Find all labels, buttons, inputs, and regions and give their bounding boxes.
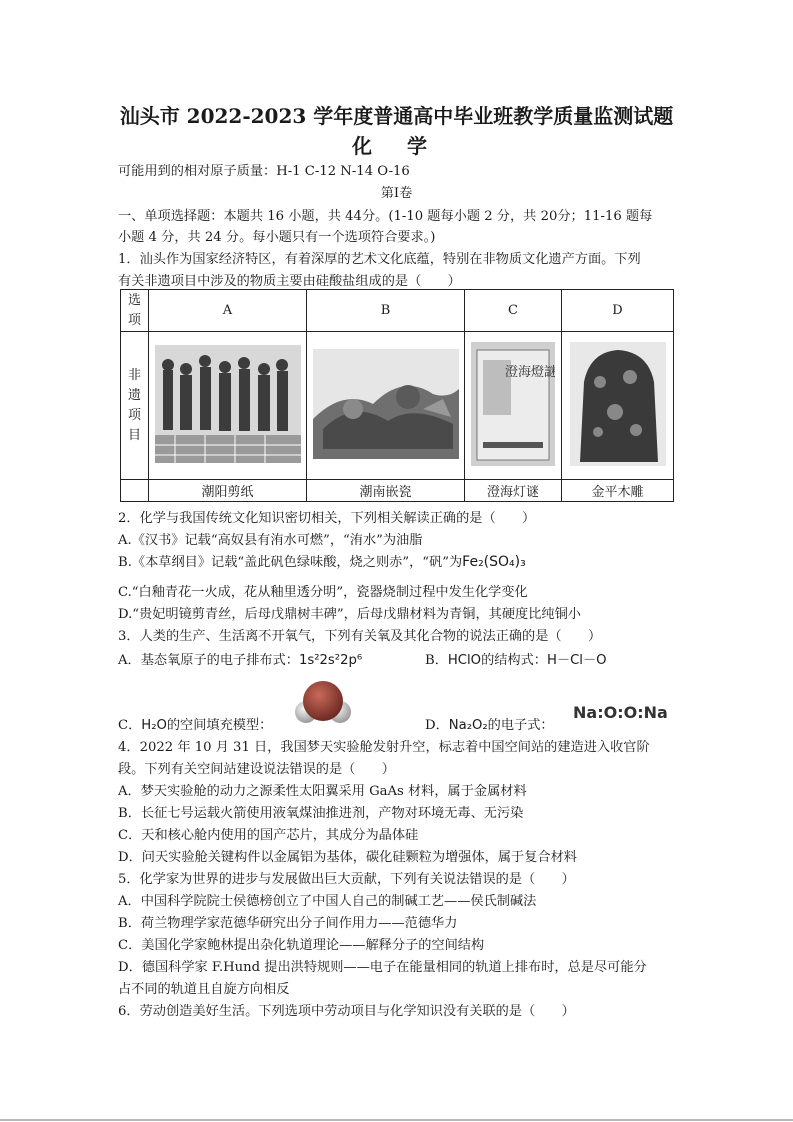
q4-option-d: D．问天实验舱关键构件以金属铝为基体，碳化硅颗粒为增强体，属于复合材料 bbox=[118, 850, 577, 865]
q3-option-a: A．基态氧原子的电子排布式：1s²2s²2p⁶ bbox=[118, 653, 363, 668]
q3-stem: 3．人类的生产、生活离不开氧气，下列有关氧及其化合物的说法正确的是（ ） bbox=[118, 629, 602, 644]
sodium-peroxide-electron-formula: Na:O:O:Na bbox=[573, 703, 668, 722]
page-bottom-rule bbox=[0, 1119, 793, 1121]
section-instruction-1: 一、单项选择题：本题共 16 小题，共 44分。(1-10 题每小题 2 分，共 20分；11-16 题每 bbox=[118, 209, 653, 224]
papercut-image bbox=[149, 332, 307, 480]
row-label-cell: 非遗项目 bbox=[121, 332, 149, 480]
q5-option-a: A．中国科学院院士侯德榜创立了中国人自己的制碱工艺——侯氏制碱法 bbox=[118, 894, 537, 909]
q4-option-c: C．天和核心舱内使用的国产芯片，其成分为晶体硅 bbox=[118, 828, 419, 843]
table-header-cell: 选项 bbox=[121, 290, 149, 332]
q1-stem-2: 有关非遗项目中涉及的物质主要由硅酸盐组成的是（ ） bbox=[118, 274, 461, 289]
q3-b-formula: H－Cl－O bbox=[547, 653, 607, 668]
inlaid-porcelain-image bbox=[307, 332, 465, 480]
q2-option-d: D.“贵妃明镜剪青丝，后母戊鼎树丰碑”，后母戊鼎材料为青铜，其硬度比纯铜小 bbox=[118, 607, 581, 622]
q1-stem-1: 1．汕头作为国家经济特区，有着深厚的艺术文化底蕴，特别在非物质文化遗产方面。下列 bbox=[118, 252, 641, 267]
q5-option-d-2: 占不同的轨道且自旋方向相反 bbox=[118, 982, 290, 997]
q2-stem: 2．化学与我国传统文化知识密切相关，下列相关解读正确的是（ ） bbox=[118, 511, 536, 526]
q5-option-b: B．荷兰物理学家范德华研究出分子间作用力——范德华力 bbox=[118, 916, 458, 931]
option-letter-a: A bbox=[149, 290, 307, 332]
q3-option-c: C．H₂O的空间填充模型： bbox=[118, 718, 273, 733]
book-cover-text: 澄海燈謎 bbox=[504, 364, 555, 380]
q6-stem: 6．劳动创造美好生活。下列选项中劳动项目与化学知识没有关联的是（ ） bbox=[118, 1004, 575, 1019]
wood-carving-image bbox=[562, 332, 674, 480]
option-letter-b: B bbox=[307, 290, 465, 332]
lantern-riddle-book-image bbox=[465, 332, 562, 480]
q2-option-a: A.《汉书》记载“高奴县有洧水可燃”，“洧水”为油脂 bbox=[118, 533, 423, 548]
exam-title: 汕头市 2022-2023 学年度普通高中毕业班教学质量监测试题 bbox=[119, 104, 674, 128]
q4-option-b: B．长征七号运载火箭使用液氧煤油推进剂，产物对环境无毒、无污染 bbox=[118, 806, 524, 821]
option-letter-c: C bbox=[465, 290, 562, 332]
q1-options-table bbox=[120, 289, 674, 502]
water-space-filling-model-image bbox=[293, 680, 353, 726]
section-instruction-2: 小题 4 分，共 24 分。每小题只有一个选项符合要求。) bbox=[118, 230, 436, 245]
option-name-d: 金平木雕 bbox=[562, 480, 674, 502]
q4-stem-1: 4．2022 年 10 月 31 日，我国梦天实验舱发射升空，标志着中国空间站的建造进入收官阶 bbox=[118, 740, 650, 755]
atomic-mass-line: 可能用到的相对原子质量：H-1 C-12 N-14 O-16 bbox=[118, 164, 410, 179]
option-name-a: 潮阳剪纸 bbox=[149, 480, 307, 502]
q3-option-b: B．HClO的结构式：H－Cl－O bbox=[425, 653, 607, 668]
option-name-b: 潮南嵌瓷 bbox=[307, 480, 465, 502]
q2-b-formula: Fe₂(SO₄)₃ bbox=[462, 554, 526, 570]
subject-title: 化 学 bbox=[352, 134, 441, 158]
part-heading: 第Ⅰ卷 bbox=[380, 186, 413, 201]
q5-option-c: C．美国化学家鲍林提出杂化轨道理论——解释分子的空间结构 bbox=[118, 938, 485, 953]
q2-option-b: B.《本草纲目》记载“盖此矾色绿味酸，烧之则赤”，“矾”为Fe₂(SO₄)₃ bbox=[118, 554, 526, 570]
q2-option-c: C.“白釉青花一火成，花从釉里透分明”，瓷器烧制过程中发生化学变化 bbox=[118, 585, 528, 600]
q5-option-d-1: D．德国科学家 F.Hund 提出洪特规则——电子在能量相同的轨道上排布时，总是尽可能分 bbox=[118, 960, 647, 975]
q3-a-formula: 1s²2s²2p⁶ bbox=[298, 653, 363, 668]
q5-stem: 5．化学家为世界的进步与发展做出巨大贡献，下列有关说法错误的是（ ） bbox=[118, 872, 575, 887]
q4-option-a: A．梦天实验舱的动力之源柔性太阳翼采用 GaAs 材料，属于金属材料 bbox=[118, 784, 527, 799]
option-name-c: 澄海灯谜 bbox=[465, 480, 562, 502]
q3-option-d: D．Na₂O₂的电子式： bbox=[425, 718, 554, 733]
option-letter-d: D bbox=[562, 290, 674, 332]
q4-stem-2: 段。下列有关空间站建设说法错误的是（ ） bbox=[118, 762, 395, 777]
